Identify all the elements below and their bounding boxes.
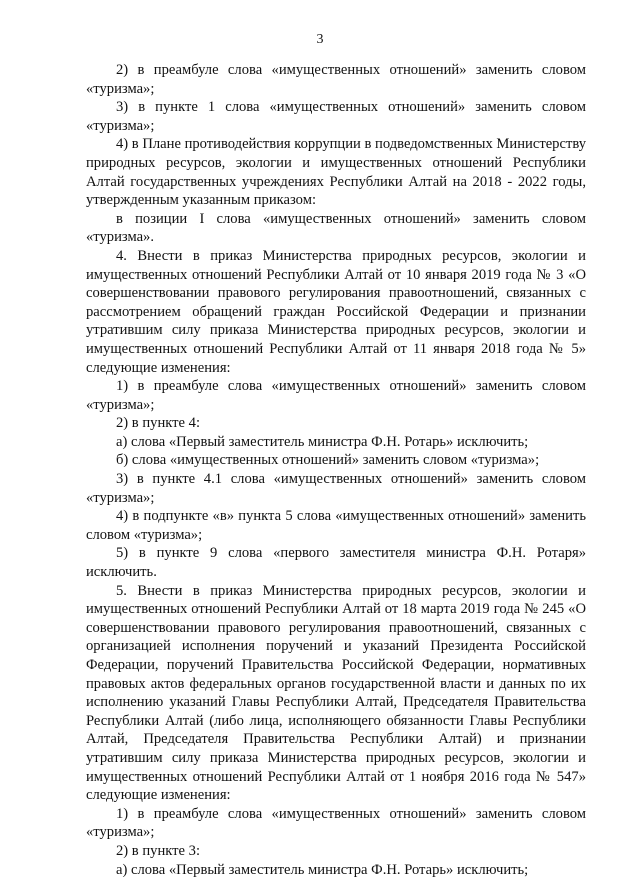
paragraph-3: 4) в Плане противодействия коррупции в подведомственных Министерству природных ресурсов, экологии и имущественных отношений Республики Алтай государственных учреждениях Республики Алтай на 2018 - 2022 годы, утвержденным указанным приказом:	[86, 136, 587, 209]
page-number: 3	[316, 32, 324, 47]
paragraph-15: 2) в пункте 3:	[116, 842, 201, 859]
paragraph-14: 1) в преамбуле слова «имущественных отношений» заменить словом «туризма»;	[86, 805, 586, 841]
paragraph-12: 5) в пункте 9 слова «первого заместителя министра Ф.Н. Ротаря» исключить.	[86, 545, 586, 581]
paragraph-13: 5. Внести в приказ Министерства природных ресурсов, экологии и имущественных отношений Республики Алтай от 18 марта 2019 года № 245 «О совершенствовании правового регулирования правоотношений, связанных с организацией исполнения поручений и указаний Президента Российской Федерации, поручений Правительства Российской Федерации, нормативных правовых актов федеральных органов государственной власти и данных по их исполнению указаний Главы Республики Алтай, Председателя Правительства Республики Алтай (либо лица, исполняющего обязанности Главы Республики Алтай, Председателя Правительства Республики Алтай) и признании утратившим силу приказа Министерства природных ресурсов, экологии и имущественных отношений Республики Алтай от 1 ноября 2016 года № 547» следующие изменения:	[86, 582, 586, 804]
document-body	[86, 61, 586, 879]
paragraph-8: а) слова «Первый заместитель министра Ф.Н. Ротарь» исключить;	[116, 433, 529, 450]
paragraph-6: 1) в преамбуле слова «имущественных отношений» заменить словом «туризма»;	[86, 378, 586, 413]
paragraph-11: 4) в подпункте «в» пункта 5 слова «имущественных отношений» заменить словом «туризма»;	[86, 508, 586, 543]
paragraph-16: а) слова «Первый заместитель министра Ф.Н. Ротарь» исключить;	[116, 861, 529, 878]
paragraph-4: в позиции I слова «имущественных отношений» заменить словом «туризма».	[86, 210, 586, 246]
paragraph-7: 2) в пункте 4:	[116, 415, 201, 432]
paragraph-9: б) слова «имущественных отношений» заменить словом «туризма»;	[116, 452, 540, 469]
paragraph-5: 4. Внести в приказ Министерства природных ресурсов, экологии и имущественных отношений Республики Алтай от 10 января 2019 года № 3 «О совершенствовании правового регулирования правоотношений, связанных с рассмотрением обращений граждан Российской Федерации и признании утратившим силу приказа Министерства природных ресурсов, экологии и имущественных отношений Республики Алтай от 11 января 2018 года № 5» следующие изменения:	[86, 247, 586, 376]
paragraph-10: 3) в пункте 4.1 слова «имущественных отношений» заменить словом «туризма»;	[86, 471, 586, 506]
paragraph-2: 3) в пункте 1 слова «имущественных отношений» заменить словом «туризма»;	[86, 99, 586, 134]
paragraph-1: 2) в преамбуле слова «имущественных отношений» заменить словом «туризма»;	[86, 62, 586, 97]
